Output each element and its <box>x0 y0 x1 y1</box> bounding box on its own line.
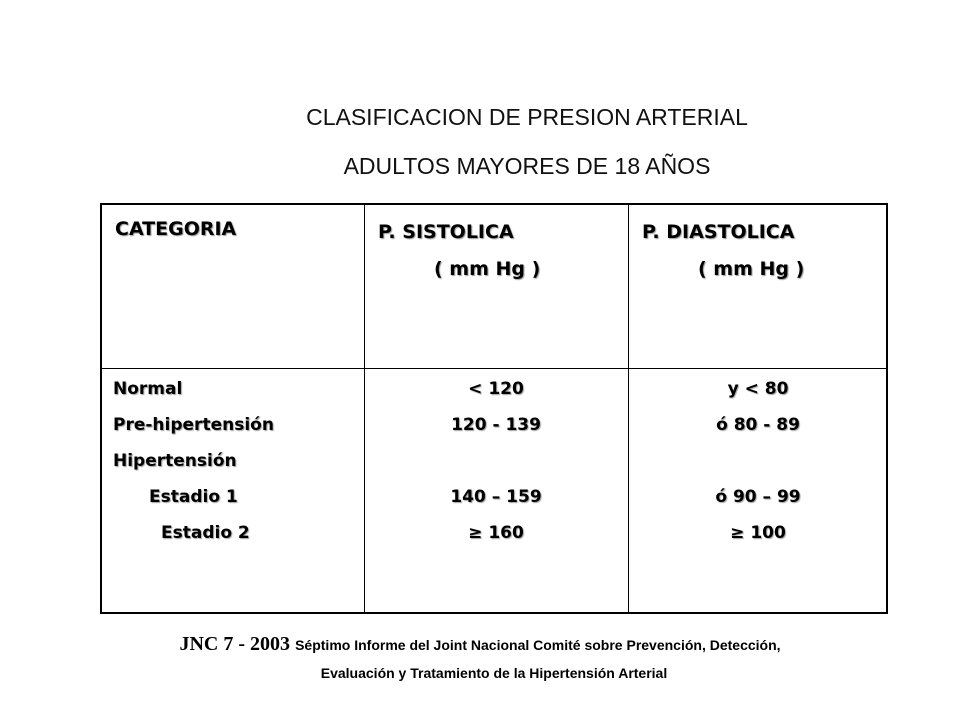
header-sistolica: P. SISTOLICA <box>378 221 514 243</box>
page-subtitle: ADULTOS MAYORES DE 18 AÑOS <box>343 153 711 179</box>
header-diastolica-unit: ( mm Hg ) <box>698 258 805 280</box>
category-estadio-2: Estadio 2 <box>161 523 250 543</box>
diastolica-column <box>629 371 887 551</box>
category-column <box>113 371 363 551</box>
footer-line-1: Séptimo Informe del Joint Nacional Comité sobre Prevención, Detección, <box>295 637 781 653</box>
sistolica-normal: < 120 <box>468 379 524 399</box>
footer-source: JNC 7 - 2003 <box>179 633 290 655</box>
row-divider <box>102 368 886 369</box>
footer-line-2: Evaluación y Tratamiento de la Hipertensión Arterial <box>320 665 668 681</box>
diastolica-spacer <box>629 443 887 479</box>
sistolica-spacer <box>365 443 627 479</box>
header-sistolica-unit: ( mm Hg ) <box>434 258 541 280</box>
page-title: CLASIFICACION DE PRESION ARTERIAL <box>306 104 748 130</box>
diastolica-estadio-1: ó 90 – 99 <box>715 487 801 507</box>
sistolica-prehipertension: 120 - 139 <box>451 415 541 435</box>
category-normal: Normal <box>113 379 183 399</box>
category-prehipertension: Pre-hipertensión <box>113 415 274 435</box>
category-hipertension: Hipertensión <box>113 451 237 471</box>
classification-table <box>100 203 888 614</box>
header-categoria: CATEGORIA <box>115 218 237 240</box>
footer-citation <box>0 633 960 656</box>
header-diastolica: P. DIASTOLICA <box>642 221 795 243</box>
diastolica-normal: y < 80 <box>727 379 789 399</box>
diastolica-prehipertension: ó 80 - 89 <box>716 415 800 435</box>
sistolica-estadio-1: 140 – 159 <box>450 487 542 507</box>
sistolica-column <box>365 371 627 551</box>
sistolica-estadio-2: ≥ 160 <box>468 523 524 543</box>
category-estadio-1: Estadio 1 <box>149 487 238 507</box>
diastolica-estadio-2: ≥ 100 <box>730 523 786 543</box>
